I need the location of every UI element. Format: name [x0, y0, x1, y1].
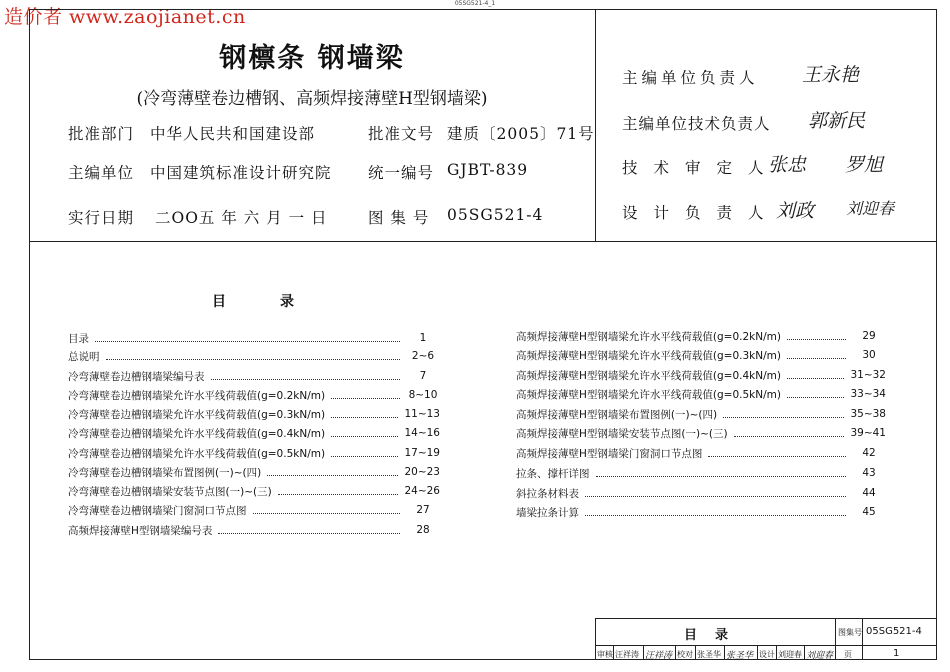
toc-leader — [331, 398, 400, 399]
toc-leader — [585, 515, 846, 516]
atlas-no-label: 图 集 号 — [368, 209, 430, 227]
toc-entry-page: 33~34 — [850, 388, 886, 400]
check-name: 张圣华 — [697, 650, 721, 659]
toc-entry-title: 冷弯薄壁卷边槽钢墙梁安装节点图(一)~(三) — [68, 485, 272, 498]
toc-entry-title: 墙梁拉条计算 — [516, 506, 579, 519]
toc-entry-title: 高频焊接薄壁H型钢墙梁允许水平线荷载值(g=0.5kN/m) — [516, 388, 781, 401]
signature-handwritten: 王永艳 — [802, 64, 860, 86]
toc-entry-page: 39~41 — [850, 427, 886, 439]
toc-entry[interactable] — [516, 327, 886, 345]
toc-entry-title: 拉条、撑杆详图 — [516, 467, 590, 480]
toc-entry-page: 24~26 — [404, 485, 440, 497]
title-block-divider — [757, 646, 758, 660]
title-block-divider — [643, 646, 644, 660]
toc-entry-title: 高频焊接薄壁H型钢墙梁编号表 — [68, 524, 213, 537]
toc-entry[interactable] — [516, 385, 886, 403]
toc-entry-page: 42 — [862, 447, 876, 459]
design-label: 设计 — [759, 650, 775, 659]
atlas-no-value: 05SG521-4 — [447, 206, 544, 224]
signature-handwritten: 刘迎春 — [806, 651, 834, 661]
unified-no-label: 统一编号 — [368, 164, 435, 182]
signature-handwritten: 张忠 — [768, 154, 807, 176]
review-name: 汪祥涛 — [615, 650, 639, 659]
toc-entry[interactable] — [68, 367, 440, 385]
toc-entry-title: 目录 — [68, 332, 89, 345]
toc-entry-title: 总说明 — [68, 350, 100, 363]
toc-entry[interactable] — [68, 329, 440, 347]
toc-entry[interactable] — [516, 405, 886, 423]
title-block-atlas-value: 05SG521-4 — [866, 626, 922, 637]
toc-leader — [723, 417, 844, 418]
toc-leader — [331, 436, 398, 437]
toc-leader — [787, 378, 845, 379]
title-block-divider — [835, 618, 836, 660]
toc-entry[interactable] — [516, 484, 886, 502]
toc-entry[interactable] — [68, 501, 440, 519]
toc-leader — [211, 379, 401, 380]
toc-entry[interactable] — [516, 444, 886, 462]
title-block-divider — [675, 646, 676, 660]
toc-leader — [596, 476, 847, 477]
toc-leader — [106, 359, 401, 360]
toc-entry-title: 冷弯薄壁卷边槽钢墙梁编号表 — [68, 370, 205, 383]
title-block-title: 目录 — [683, 628, 746, 643]
toc-entry[interactable] — [68, 424, 440, 442]
signature-handwritten: 刘迎春 — [846, 199, 895, 218]
signature-divider — [595, 9, 596, 241]
atlas-subtitle: (冷弯薄壁卷边槽钢、高频焊接薄壁H型钢墙梁) — [136, 89, 488, 109]
toc-leader — [585, 496, 846, 497]
title-block-divider — [613, 646, 614, 660]
toc-entry[interactable] — [516, 366, 886, 384]
toc-leader — [95, 341, 400, 342]
approval-doc-label: 批准文号 — [368, 125, 435, 143]
toc-entry-page: 29 — [862, 330, 876, 342]
toc-entry-page: 31~32 — [850, 369, 886, 381]
sig-label-chief-editor-unit: 主编单位负责人 — [622, 69, 759, 87]
toc-entry-page: 43 — [862, 467, 876, 479]
toc-entry[interactable] — [68, 444, 440, 462]
toc-leader — [253, 513, 401, 514]
toc-entry-title: 冷弯薄壁卷边槽钢墙梁允许水平线荷载值(g=0.5kN/m) — [68, 447, 326, 460]
toc-entry[interactable] — [68, 405, 440, 423]
toc-entry-title: 冷弯薄壁卷边槽钢墙梁允许水平线荷载值(g=0.3kN/m) — [68, 408, 326, 421]
toc-entry-title: 高频焊接薄壁H型钢墙梁允许水平线荷载值(g=0.4kN/m) — [516, 369, 781, 382]
toc-entry[interactable] — [516, 424, 886, 442]
toc-entry-page: 28 — [416, 524, 430, 536]
toc-leader — [787, 397, 845, 398]
title-block-atlas-label: 图集号 — [838, 628, 862, 637]
title-block-divider — [724, 646, 725, 660]
check-label: 校对 — [677, 650, 693, 659]
document-id: 05SG521-4_1 — [454, 0, 496, 7]
toc-entry-page: 44 — [862, 487, 876, 499]
toc-heading-mu: 目 — [212, 294, 226, 310]
approval-dept-value: 中华人民共和国建设部 — [150, 125, 316, 143]
signature-handwritten: 汪祥涛 — [645, 651, 673, 661]
toc-entry-page: 8~10 — [408, 389, 438, 401]
design-name: 刘迎春 — [778, 650, 802, 659]
toc-entry-title: 高频焊接薄壁H型钢墙梁允许水平线荷载值(g=0.3kN/m) — [516, 349, 781, 362]
page-label: 页 — [844, 650, 852, 659]
title-block-divider — [804, 646, 805, 660]
toc-entry-page: 30 — [862, 349, 876, 361]
toc-leader — [734, 436, 845, 437]
toc-entry[interactable] — [68, 463, 440, 481]
toc-entry-page: 2~6 — [411, 350, 435, 362]
watermark: 造价者 www.zaojianet.cn — [4, 6, 246, 28]
toc-entry-title: 斜拉条材料表 — [516, 487, 579, 500]
toc-leader — [218, 533, 400, 534]
toc-leader — [787, 358, 846, 359]
title-block-divider — [776, 646, 777, 660]
toc-heading-lu: 录 — [280, 294, 294, 310]
title-block-divider — [862, 618, 863, 660]
editor-unit-label: 主编单位 — [68, 164, 135, 182]
signature-handwritten: 刘政 — [776, 200, 815, 222]
toc-leader — [331, 456, 398, 457]
toc-entry-title: 冷弯薄壁卷边槽钢墙梁允许水平线荷载值(g=0.2kN/m) — [68, 389, 326, 402]
page-number: 1 — [893, 648, 900, 659]
toc-entry-page: 27 — [416, 504, 430, 516]
toc-entry-title: 高频焊接薄壁H型钢墙梁安装节点图(一)~(三) — [516, 427, 728, 440]
toc-entry[interactable] — [68, 347, 440, 365]
sig-label-tech-reviewer: 技术审定人 — [622, 159, 780, 177]
toc-entry-title: 冷弯薄壁卷边槽钢墙梁门窗洞口节点图 — [68, 504, 247, 517]
toc-entry[interactable] — [68, 386, 440, 404]
toc-entry-page: 35~38 — [850, 408, 886, 420]
toc-entry[interactable] — [516, 346, 886, 364]
toc-entry-title: 高频焊接薄壁H型钢墙梁门窗洞口节点图 — [516, 447, 703, 460]
toc-entry-title: 高频焊接薄壁H型钢墙梁允许水平线荷载值(g=0.2kN/m) — [516, 330, 781, 343]
editor-unit-value: 中国建筑标准设计研究院 — [150, 164, 332, 182]
impl-date-label: 实行日期 — [68, 209, 135, 227]
toc-leader — [708, 456, 846, 457]
toc-entry-page: 11~13 — [404, 408, 440, 420]
toc-leader — [787, 339, 846, 340]
toc-entry[interactable] — [516, 464, 886, 482]
title-block-divider — [695, 646, 696, 660]
toc-leader — [267, 475, 398, 476]
impl-date-value: 二OO五 年 六 月 一 日 — [155, 209, 328, 227]
toc-entry-page: 1 — [419, 332, 427, 344]
toc-entry-title: 冷弯薄壁卷边槽钢墙梁布置图例(一)~(四) — [68, 466, 262, 479]
unified-no-value: GJBT-839 — [447, 161, 529, 179]
atlas-title: 钢檩条 钢墙梁 — [219, 43, 405, 74]
toc-entry[interactable] — [68, 482, 440, 500]
header-divider — [29, 241, 937, 242]
signature-handwritten: 郭新民 — [808, 110, 866, 132]
toc-entry[interactable] — [68, 521, 440, 539]
toc-entry[interactable] — [516, 503, 886, 521]
toc-entry-title: 高频焊接薄壁H型钢墙梁布置图例(一)~(四) — [516, 408, 718, 421]
toc-entry-title: 冷弯薄壁卷边槽钢墙梁允许水平线荷载值(g=0.4kN/m) — [68, 427, 326, 440]
review-label: 审核 — [597, 650, 613, 659]
toc-entry-page: 7 — [419, 370, 427, 382]
toc-leader — [331, 417, 398, 418]
toc-leader — [278, 494, 399, 495]
toc-entry-page: 14~16 — [404, 427, 440, 439]
approval-dept-label: 批准部门 — [68, 125, 135, 143]
signature-handwritten: 张圣华 — [726, 651, 754, 661]
sig-label-design-lead: 设计负责人 — [622, 204, 780, 222]
toc-entry-page: 20~23 — [404, 466, 440, 478]
sig-label-tech-lead: 主编单位技术负责人 — [622, 115, 771, 133]
toc-entry-page: 45 — [862, 506, 876, 518]
toc-entry-page: 17~19 — [404, 447, 440, 459]
approval-doc-value: 建质〔2005〕71号 — [447, 125, 595, 143]
signature-handwritten: 罗旭 — [845, 154, 884, 176]
